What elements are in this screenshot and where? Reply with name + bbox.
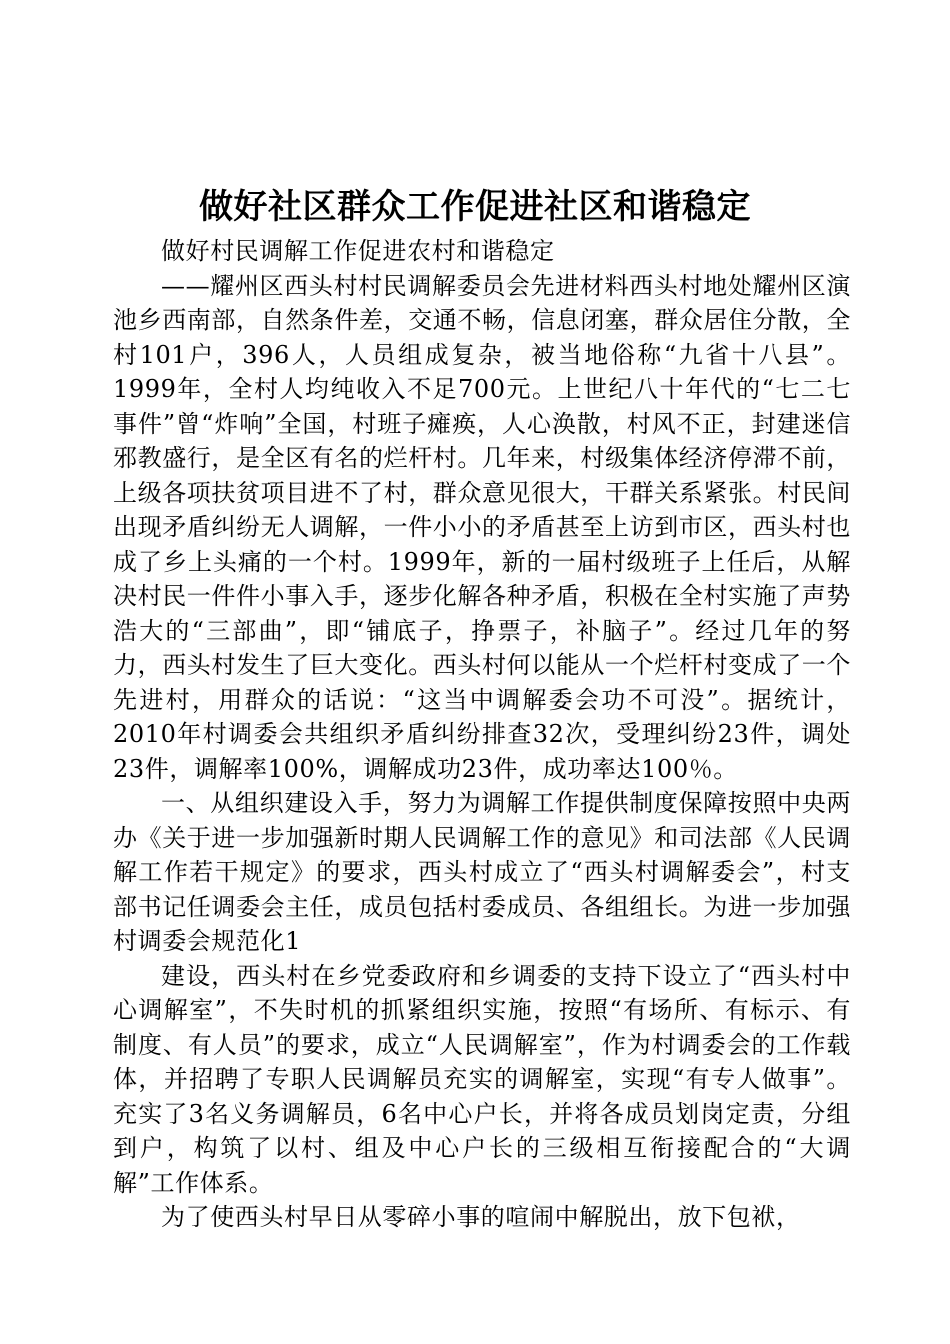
paragraph-subtitle: 做好村民调解工作促进农村和谐稳定 [161, 237, 555, 265]
paragraph-intro: ——耀州区西头村村民调解委员会先进材料西头村地处耀州区演池乡西南部，自然条件差，交通不畅，信息闭塞，群众居住分散，全村101户，396人，人员组成复杂，被当地俗称“九省十八县”。1999年，全村人均纯收入不足700元。上世纪八十年代的“七二七事件”曾“炸响”全国，村班子瘫痪，人心涣散，村风不正，封建迷信邪教盛行，是全区有名的烂杆村。几年来，村级集体经济停滞不前，上级各项扶贫项目进不了村，群众意见很大，干群关系紧张。村民间出现矛盾纠纷无人调解，一件小小的矛盾甚至上访到市区，西头村也成了乡上头痛的一个村。1999年，新的一届村级班子上任后，从解决村民一件件小事入手，逐步化解各种矛盾，积极在全村实施了声势浩大的“三部曲”，即“铺底子，挣票子，补脑子”。经过几年的努力，西头村发生了巨大变化。西头村何以能从一个烂杆村变成了一个先进村，用群众的话说：“这当中调解委会功不可没”。据统计，2010年村调委会共组织矛盾纠纷排查32次，受理纠纷23件，调处23件，调解率100%，调解成功23件，成功率达100％。 [113, 271, 851, 783]
paragraph-continued: 为了使西头村早日从零碎小事的喧闹中解脱出，放下包袱， [161, 1203, 801, 1231]
document-title: 做好社区群众工作促进社区和谐稳定 [199, 187, 751, 227]
paragraph-section-one: 一、从组织建设入手，努力为调解工作提供制度保障按照中央两办《关于进一步加强新时期人民调解工作的意见》和司法部《人民调解工作若干规定》的要求，西头村成立了“西头村调解委会”，村支部书记任调委会主任，成员包括村委成员、各组组长。为进一步加强村调委会规范化1 [113, 789, 851, 955]
document-body [113, 234, 851, 1235]
paragraph-construction: 建设，西头村在乡党委政府和乡调委的支持下设立了“西头村中心调解室”，不失时机的抓紧组织实施，按照“有场所、有标示、有制度、有人员”的要求，成立“人民调解室”，作为村调委会的工作载体，并招聘了专职人民调解员充实的调解室，实现“有专人做事”。充实了3名义务调解员，6名中心户长，并将各成员划岗定责，分组到户，构筑了以村、组及中心户长的三级相互衔接配合的“大调解”工作体系。 [113, 961, 851, 1197]
